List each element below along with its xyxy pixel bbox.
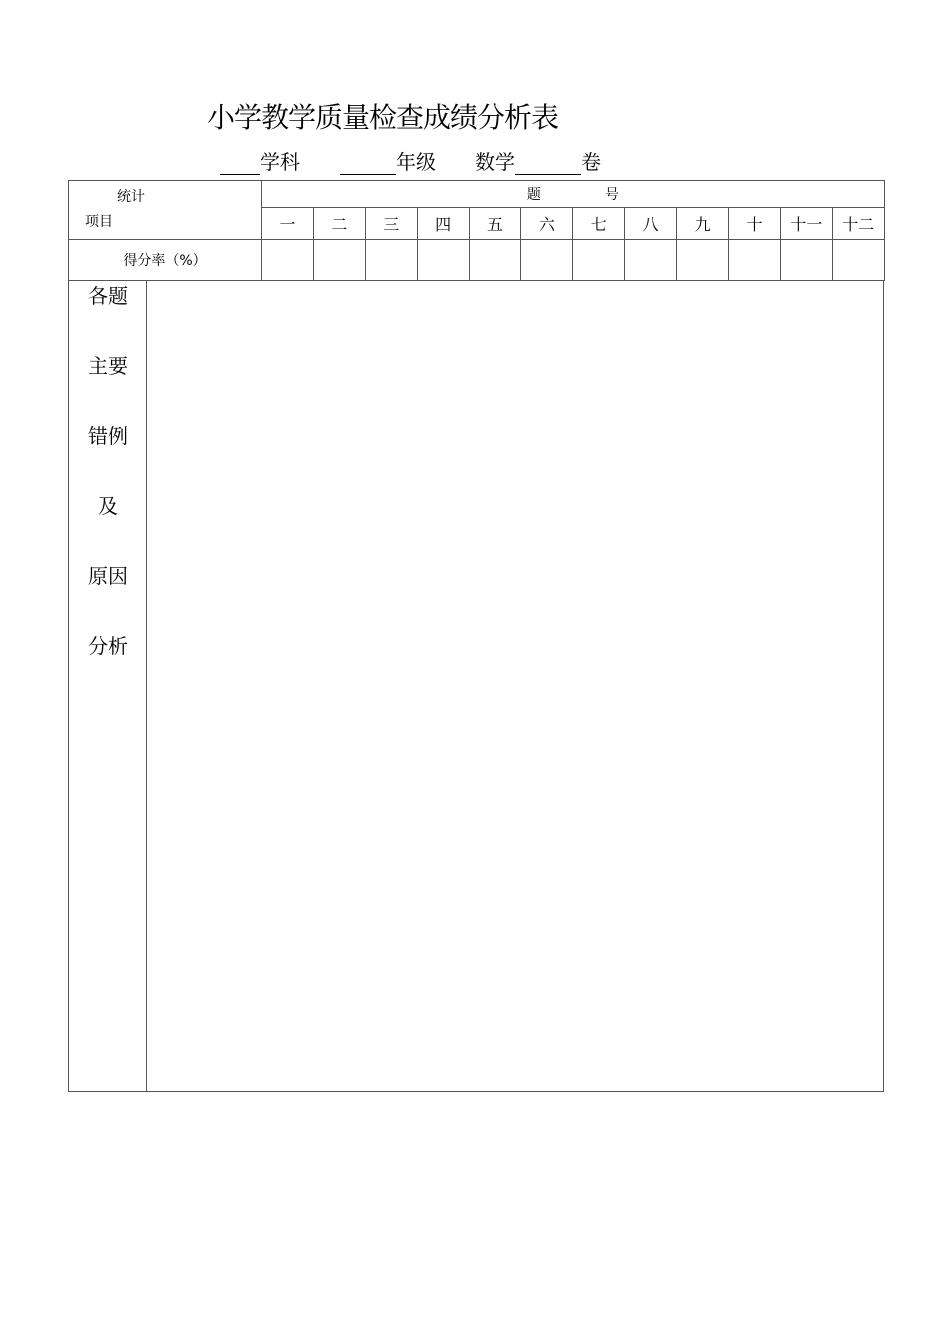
question-number-cell: 十 [729, 208, 781, 240]
grade-field[interactable] [340, 146, 436, 175]
grade-label: 年级 [396, 150, 436, 174]
error-analysis-content[interactable] [147, 280, 883, 1091]
score-table [68, 180, 885, 281]
page-title: 小学教学质量检查成绩分析表 [207, 101, 559, 134]
analysis-label-line: 错例 [88, 424, 128, 448]
question-number-cell: 十二 [832, 208, 884, 240]
question-header-char-2: 号 [604, 187, 619, 203]
score-rate-cell[interactable] [313, 240, 365, 281]
score-rate-cell[interactable] [832, 240, 884, 281]
score-rate-cell[interactable] [521, 240, 573, 281]
score-rate-cell[interactable] [729, 240, 781, 281]
score-rate-cell[interactable] [573, 240, 625, 281]
math-label: 数学 [475, 150, 515, 174]
subject-label: 学科 [260, 150, 300, 174]
question-number-cell: 一 [262, 208, 314, 240]
question-number-cell: 十一 [780, 208, 832, 240]
question-number-cell: 五 [469, 208, 521, 240]
paper-blank[interactable] [515, 154, 581, 175]
analysis-label-line: 主要 [88, 354, 128, 378]
paper-label: 卷 [581, 150, 601, 174]
corner-bottom-label: 项目 [85, 214, 113, 230]
error-analysis-section [68, 280, 884, 1092]
analysis-label-line: 分析 [88, 634, 128, 658]
question-number-cell: 三 [365, 208, 417, 240]
analysis-label-line: 及 [98, 494, 118, 518]
question-number-cell: 六 [521, 208, 573, 240]
score-rate-cell[interactable] [365, 240, 417, 281]
score-rate-label: 得分率（%） [69, 240, 262, 281]
score-rate-cell[interactable] [262, 240, 314, 281]
score-rate-cell[interactable] [625, 240, 677, 281]
score-rate-cell[interactable] [677, 240, 729, 281]
score-rate-cell[interactable] [780, 240, 832, 281]
subject-field[interactable] [220, 146, 300, 175]
question-number-header [262, 181, 885, 208]
analysis-label-line: 原因 [88, 564, 128, 588]
score-rate-cell[interactable] [469, 240, 521, 281]
question-number-cell: 九 [677, 208, 729, 240]
score-rate-row [69, 240, 885, 281]
subject-blank[interactable] [220, 154, 260, 175]
error-analysis-label [69, 280, 147, 1091]
corner-top-label: 统计 [117, 189, 145, 205]
question-number-cell: 八 [625, 208, 677, 240]
question-number-cell: 二 [313, 208, 365, 240]
score-rate-cell[interactable] [417, 240, 469, 281]
question-number-cell: 七 [573, 208, 625, 240]
analysis-label-line: 各题 [88, 284, 128, 308]
paper-field[interactable] [475, 146, 601, 175]
question-number-cell: 四 [417, 208, 469, 240]
grade-blank[interactable] [340, 154, 396, 175]
question-header-char-1: 题 [526, 187, 541, 203]
corner-header [69, 181, 262, 240]
